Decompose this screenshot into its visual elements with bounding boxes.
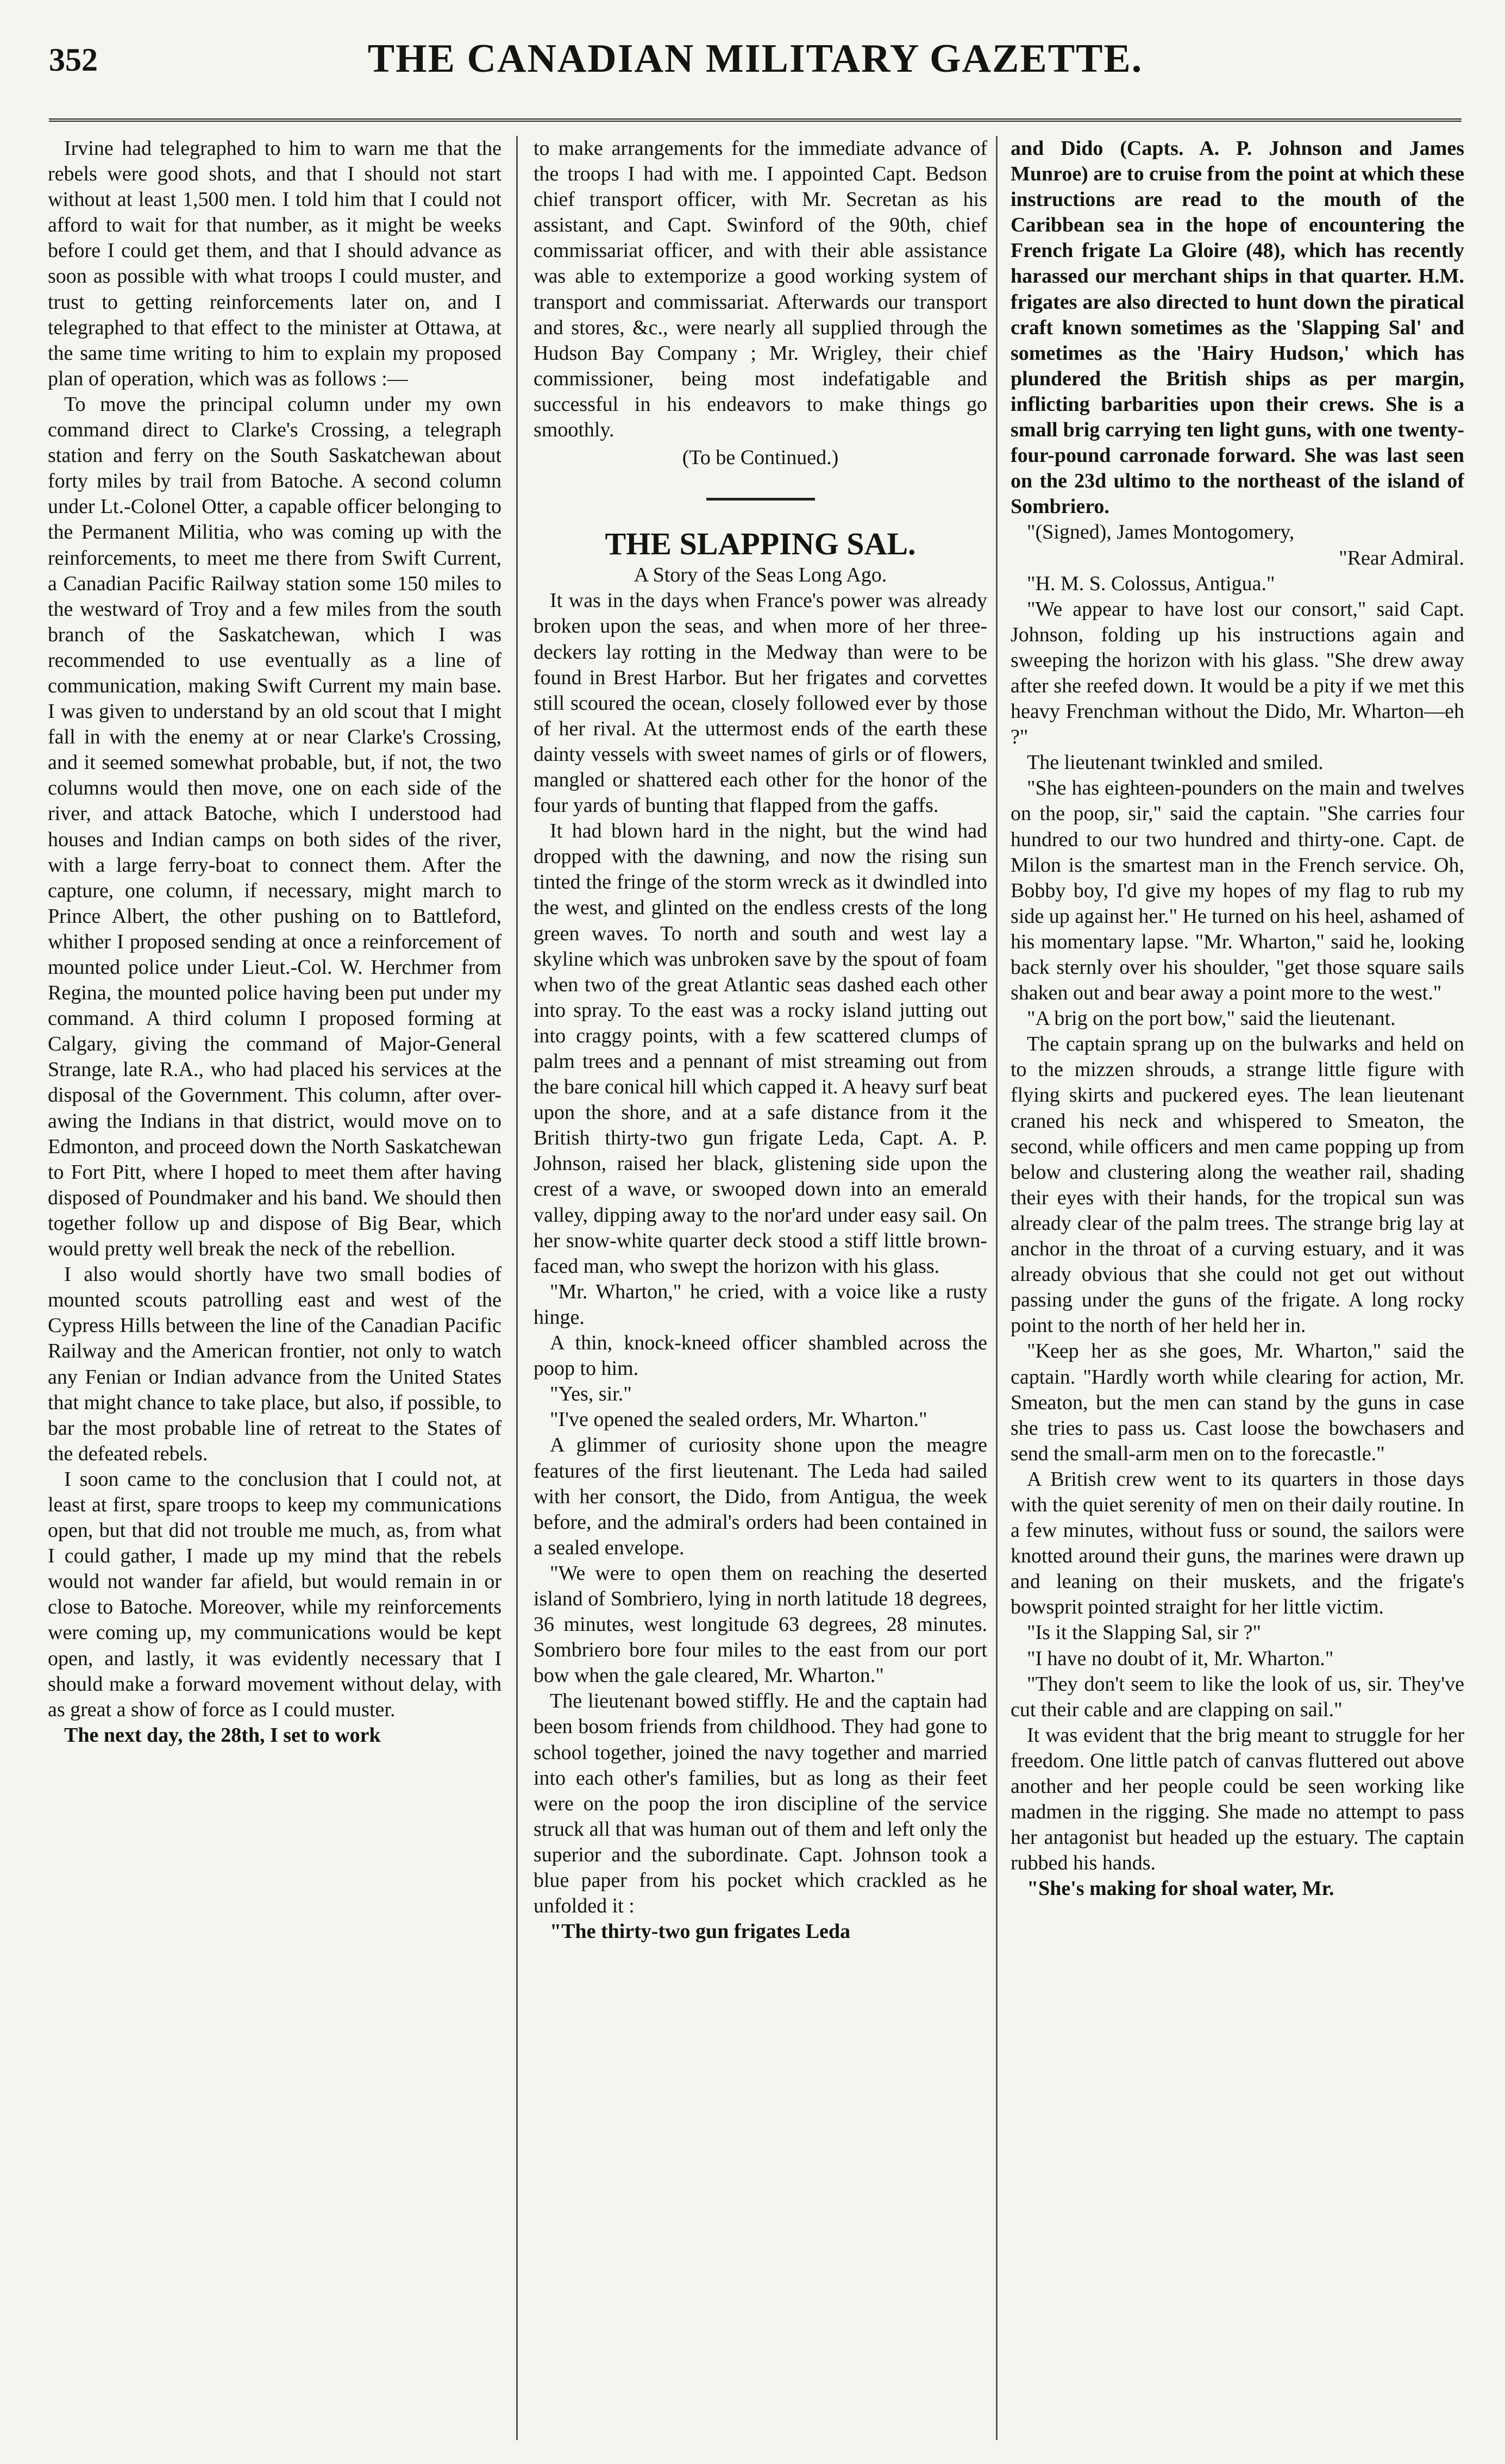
paragraph: "Mr. Wharton," he cried, with a voice like a rusty hinge. xyxy=(534,1280,987,1329)
paragraph: "We appear to have lost our consort," said Capt. Johnson, folding up his instructions again and sweeping the horizon with his glass. "She drew away after she reefed down. It would be a pity if we met this heavy Frenchman without the Dido, Mr. Wharton—eh ?" xyxy=(1011,597,1464,749)
column-divider xyxy=(996,136,998,2440)
paragraph: "She has eighteen-pounders on the main and twelves on the poop, sir," said the captain. "She carries four hundred to our two hundred and thirty-one. Capt. de Milon is the smartest man in the French service. Oh, Bobby boy, I'd give my hopes of my flag to rub my side up against her." He turned on his heel, ashamed of his momentary lapse. "Mr. Wharton," said he, looking back sternly over his shoulder, "get those square sails shaken out and bear away a point more to the west." xyxy=(1011,777,1464,1005)
page-number: 352 xyxy=(49,42,98,78)
paragraph: and Dido (Capts. A. P. Johnson and James Munroe) are to cruise from the point at which these instructions are read to the mouth of the Caribbean sea in the hope of encountering the French frigate La Gloire (48), which has recently harassed our merchant ships in that quarter. H.M. frigates are also directed to hunt down the piratical craft known sometimes as the 'Slapping Sal' and sometimes as the 'Hairy Hudson,' which has plundered the British ships as per margin, inflicting barbarities upon their crews. She is a small brig carrying ten light guns, with one twenty-four-pound carronade forward. She was last seen on the 23d ultimo to the northeast of the island of Sombriero. xyxy=(1011,137,1464,518)
continued-note: (To be Continued.) xyxy=(682,446,839,470)
story-subtitle: A Story of the Seas Long Ago. xyxy=(634,564,887,587)
paragraph: "I've opened the sealed orders, Mr. Wharton." xyxy=(550,1408,927,1431)
paragraph: "We were to open them on reaching the deserted island of Sombriero, lying in north latitude 18 degrees, 36 minutes, west longitude 63 degrees, 28 minutes. Sombriero bore four miles to the east from our port bow when the gale cleared, Mr. Wharton." xyxy=(534,1561,987,1687)
column-3 xyxy=(1011,136,1464,2440)
paragraph: The lieutenant twinkled and smiled. xyxy=(1027,751,1324,774)
paragraph: The next day, the 28th, I set to work xyxy=(64,1723,381,1747)
paragraph: "She's making for shoal water, Mr. xyxy=(1027,1877,1334,1900)
signature-line: "H. M. S. Colossus, Antigua." xyxy=(1027,572,1275,595)
paragraph: A glimmer of curiosity shone upon the meagre features of the first lieutenant. The Leda had sailed with her consort, the Dido, from Antigua, the week before, and the admiral's orders had been contained in a sealed envelope. xyxy=(534,1434,987,1559)
paragraph: A thin, knock-kneed officer shambled across the poop to him. xyxy=(534,1331,987,1380)
story-title: THE SLAPPING SAL. xyxy=(605,526,916,562)
paragraph: The lieutenant bowed stiffly. He and the captain had been bosom friends from childhood. They had gone to school together, joined the navy together and married into each other's families, but as long as their feet were on the poop the iron discipline of the service struck all that was human out of them and left only the superior and the subordinate. Capt. Johnson took a blue paper from his pocket which crackled as he unfolded it : xyxy=(534,1690,987,1918)
column-1 xyxy=(48,136,501,2440)
paragraph: "They don't seem to like the look of us, sir. They've cut their cable and are clapping on sail." xyxy=(1011,1672,1464,1721)
paragraph: "A brig on the port bow," said the lieutenant. xyxy=(1027,1007,1396,1030)
paragraph: I also would shortly have two small bodies of mounted scouts patrolling east and west of the Cypress Hills between the line of the Canadian Pacific Railway and the American frontier, not only to watch any Fenian or Indian advance from the United States that might chance to take place, but also, if possible, to bar the most probable line of retreat to the States of the defeated rebels. xyxy=(48,1263,501,1465)
signature-line: "(Signed), James Montogomery, xyxy=(1027,521,1295,544)
paragraph: "The thirty-two gun frigates Leda xyxy=(550,1920,851,1943)
paragraph: to make arrangements for the immediate advance of the troops I had with me. I appointed Capt. Bedson chief transport officer, with Mr. Secretan as his assistant, and Capt. Swinford of the 90th, chief commissariat officer, and with their able assistance was able to extemporize a good working system of transport and commissariat. Afterwards our transport and stores, &c., were nearly all supplied through the Hudson Bay Company ; Mr. Wrigley, their chief commissioner, being most indefatigable and successful in his endeavors to make things go smoothly. xyxy=(534,137,987,442)
paragraph: A British crew went to its quarters in those days with the quiet serenity of men on their daily routine. In a few minutes, without fuss or sound, the sailors were knotted around their guns, the marines were drawn up and leaning on their muskets, and the frigate's bowsprit pointed straight for her little victim. xyxy=(1011,1467,1464,1619)
paragraph: It was in the days when France's power was already broken upon the seas, and when more of her three-deckers lay rotting in the Medway than were to be found in Brest Harbor. But her frigates and corvettes still scoured the ocean, closely followed ever by those of her rival. At the uttermost ends of the earth these dainty vessels with sweet names of girls or of flowers, mangled or shattered each other for the honor of the four yards of bunting that flapped from the gaffs. xyxy=(534,589,987,817)
story-divider xyxy=(706,498,815,501)
header-rule xyxy=(49,118,1462,122)
paragraph: The captain sprang up on the bulwarks and held on to the mizzen shrouds, a strange little figure with flying skirts and puckered eyes. The lean lieutenant craned his neck and whispered to Smeaton, the second, while officers and men came popping up from below and clustering along the weather rail, shading their eyes with their hands, for the tropical sun was already clear of the palm trees. The strange brig lay at anchor in the throat of a curving estuary, and it was already obvious that she could not get out without passing under the guns of the frigate. A long rocky point to the north of her held her in. xyxy=(1011,1033,1464,1337)
page-header xyxy=(49,32,1462,113)
paragraph: It was evident that the brig meant to struggle for her freedom. One little patch of canvas fluttered out above another and her people could be seen working like madmen in the rigging. She made no attempt to pass her antagonist but headed up the estuary. The captain rubbed his hands. xyxy=(1011,1723,1464,1875)
paragraph: Irvine had telegraphed to him to warn me that the rebels were good shots, and that I should not start without at least 1,500 men. I told him that I could not afford to wait for that number, as it might be weeks before I could get them, and that I should advance as soon as possible with what troops I could muster, and trust to getting reinforcements later on, and I telegraphed to that effect to the minister at Ottawa, at the same time writing to him to explain my proposed plan of operation, which was as follows :— xyxy=(48,137,501,390)
paragraph: I soon came to the conclusion that I could not, at least at first, spare troops to keep my communications open, but that did not trouble me much, as, from what I could gather, I made up my mind that the rebels would not wander far afield, but would remain in or close to Batoche. Moreover, while my reinforcements were coming up, my communications would be kept open, and lastly, it was evidently necessary that I should make a forward movement without delay, with as great a show of force as I could muster. xyxy=(48,1467,501,1721)
signature-line: "Rear Admiral. xyxy=(1339,546,1464,570)
paragraph: To move the principal column under my own command direct to Clarke's Crossing, a telegraph station and ferry on the South Saskatchewan about forty miles by trail from Batoche. A second column under Lt.-Colonel Otter, a capable officer belonging to the Permanent Militia, who was coming up with the reinforcements, to meet me there from Swift Current, a Canadian Pacific Railway station some 150 miles to the westward of Troy and a few miles from the south branch of the Saskatchewan, which I was recommended to use eventually as a line of communication, making Swift Current my main base. I was given to understand by an old scout that I might fall in with the enemy at or near Clarke's Crossing, and it seemed somewhat probable, but, if not, the two columns would then move, one on each side of the river, and attack Batoche, which I understood had houses and Indian camps on both sides of the river, with a large ferry-boat to connect them. After the capture, one column, if necessary, might march to Prince Albert, the other pushing on to Battleford, whither I proposed sending at once a reinforcement of mounted police under Lieut.-Col. W. Herchmer from Regina, the mounted police having been put under my command. A third column I proposed forming at Calgary, giving the command of Major-General Strange, late R.A., who had placed his services at the disposal of the Government. This column, after over-awing the Indians in that district, would move on to Edmonton, and proceed down the North Saskatchewan to Fort Pitt, where I hoped to meet them after having disposed of Poundmaker and his band. We should then together follow up and dispose of Big Bear, which would pretty well break the neck of the rebellion. xyxy=(48,392,501,1261)
column-2 xyxy=(534,136,987,2440)
gazette-title: THE CANADIAN MILITARY GAZETTE. xyxy=(367,36,1143,81)
column-divider xyxy=(516,136,518,2440)
paragraph: "Is it the Slapping Sal, sir ?" xyxy=(1027,1621,1262,1644)
paragraph: "Keep her as she goes, Mr. Wharton," said the captain. "Hardly worth while clearing for action, Mr. Smeaton, but the men can stand by the guns in case she tries to pass us. Cast loose the bowchasers and send the small-arm men on to the forecastle." xyxy=(1011,1340,1464,1465)
paragraph: It had blown hard in the night, but the wind had dropped with the dawning, and now the rising sun tinted the fringe of the storm wreck as it dwindled into the west, and glinted on the endless crests of the long green waves. To north and south and west lay a skyline which was unbroken save by the spout of foam when two of the great Atlantic seas dashed each other into spray. To the east was a rocky island jutting out into craggy points, with a few scattered clumps of palm trees and a pennant of mist streaming out from the bare conical hill which capped it. A heavy surf beat upon the shore, and at a safe distance from it the British thirty-two gun frigate Leda, Capt. A. P. Johnson, raised her black, glistening side upon the crest of a wave, or swooped down into an emerald valley, dipping away to the nor'ard under easy sail. On her snow-white quarter deck stood a stiff little brown-faced man, who swept the horizon with his glass. xyxy=(534,820,987,1278)
paragraph: "Yes, sir." xyxy=(550,1383,632,1406)
paragraph: "I have no doubt of it, Mr. Wharton." xyxy=(1027,1647,1334,1670)
